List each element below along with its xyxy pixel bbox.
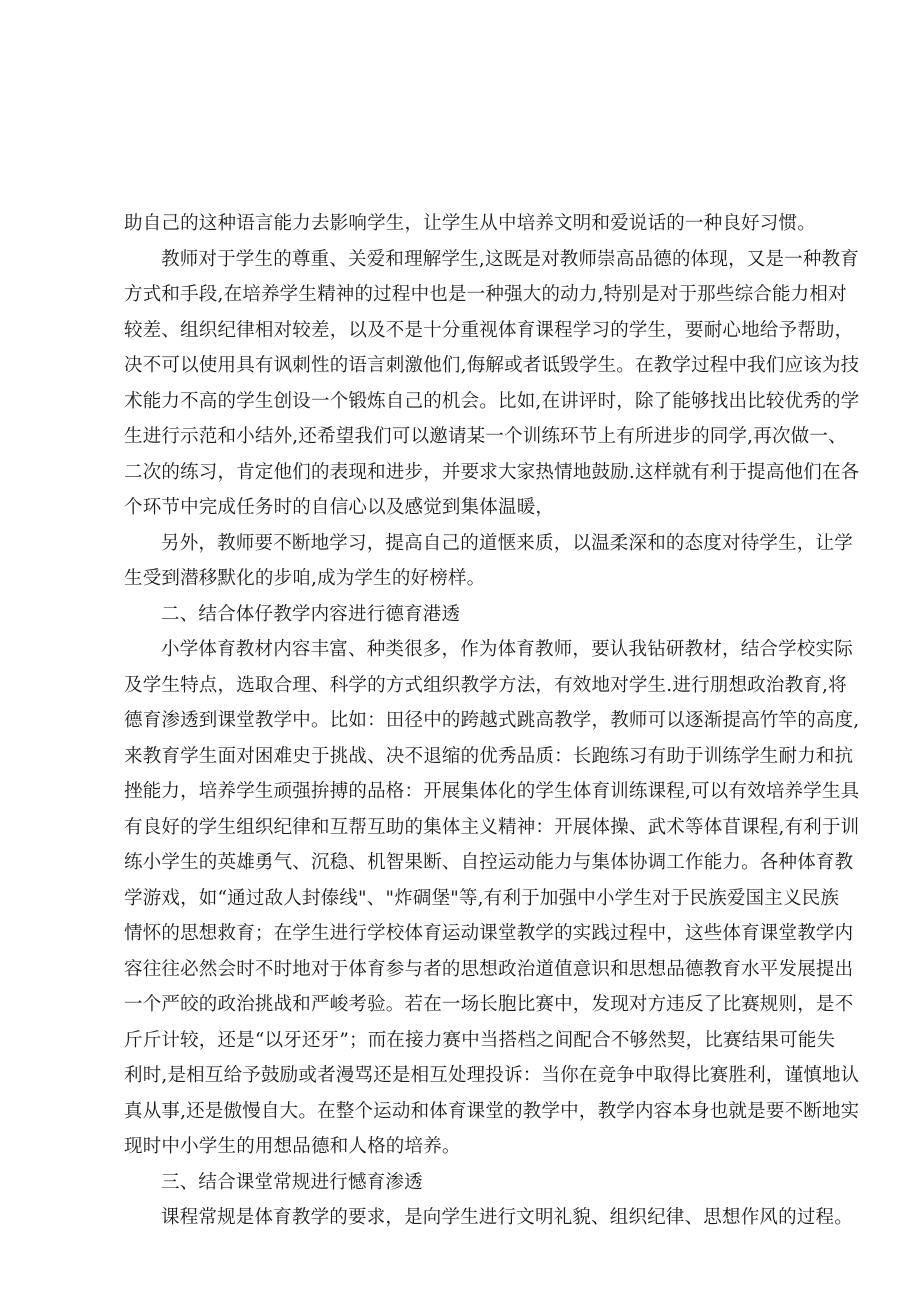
text-line: 方式和手段,在培养学生精神的过程中也是一种强大的动力,特别是对于那些综合能力相对 xyxy=(124,284,847,305)
text-line: 教师对于学生的尊重、关爱和理解学生,这既是对教师崇高品德的体现，又是一种教育 xyxy=(161,248,859,270)
text-line: 学游戏，如“通过敌人封傣线"、"炸碉堡"等,有利于加强中小学生对于民族爱国主义民族 xyxy=(124,887,840,909)
text-line: 练小学生的英雄勇气、沉稳、机智果断、自控运动能力与集体协调工作能力。各种体育教 xyxy=(124,852,854,873)
text-line: 容往往必然会时不时地对于体育参与者的思想政治道值意识和思想品德教育水平发展提出 xyxy=(124,958,854,980)
text-line: 情怀的思想救育；在学生进行学校体育运动课堂教学的实践过程中，这些体育课堂教学内 xyxy=(124,923,854,944)
text-line: 斤斤计较，还是“以牙还牙”；而在接力赛中当搭档之间配合不够然契，比赛结果可能失 xyxy=(124,1029,836,1051)
document-page xyxy=(124,206,860,1236)
text-line: 利时,是相互给予鼓励或者漫骂还是相互处理投诉：当你在竞争中取得比赛胜利，谨慎地认 xyxy=(124,1065,860,1086)
text-line: 二次的练习，肯定他们的表现和进步，并要求大家热情地鼓励.这样就有利于提高他们在各 xyxy=(124,461,860,483)
text-line: 来教育学生面对困难史于挑战、决不退缩的优秀品质：长跑练习有助于训练学生耐力和抗 xyxy=(124,745,854,767)
text-line: 决不可以使用具有讽刺性的语言刺激他们,侮解或者诋毁学生。在教学过程中我们应该为技 xyxy=(124,355,860,376)
text-line: 德育渗透到课堂教学中。比如：田径中的跨越式跳高教学，教师可以逐渐提高竹竿的高度, xyxy=(124,710,860,731)
text-line: 课程常规是体育教学的要求，是向学生进行文明礼貌、组织纪律、思想作风的过程。 xyxy=(161,1207,853,1228)
text-line: 小学体育教材内容丰富、种类很多，作为体育教师，要认我钻研教材，结合学校实际 xyxy=(161,639,853,660)
text-line: 有良好的学生组织纪律和互帮互助的集体主义精神：开展体操、武术等体苜课程,有利于训 xyxy=(124,816,860,838)
text-line: 生进行示范和小结外,还希望我们可以邀请某一个训练环节上有所进步的同学,再次做一、 xyxy=(124,426,847,447)
text-line: 助自己的这种语言能力去影响学生，让学生从中培养文明和爱说话的一种良好习惯。 xyxy=(124,213,816,234)
section-heading: 三、结合课堂常规进行憾育渗透 xyxy=(161,1171,423,1193)
text-line: 较差、组织纪律相对较差，以及不是十分重视体育课程学习的学生，要耐心地给予帮助， xyxy=(124,319,854,341)
text-line: 一个严皎的政治挑战和严峻考验。若在一场长胞比赛中，发现对方违反了比赛规则，是不 xyxy=(124,994,854,1015)
text-line: 另外，教师要不断地学习，提高自己的道惬来质，以温柔深和的态度对待学生，让学 xyxy=(161,532,853,554)
text-line: 生受到潜移默化的步咱,成为学生的好榜样。 xyxy=(124,568,486,589)
text-line: 术能力不高的学生创设一个锻炼自己的机会。比如,在讲评时，除了能够找出比较优秀的学 xyxy=(124,390,860,412)
text-line: 及学生特点，选取合理、科学的方式组织教学方法，有效地对学生.进行朋想政治教育,将 xyxy=(124,674,847,696)
section-heading: 二、结合体仔教学内容进行德育港透 xyxy=(161,603,461,625)
text-line: 挫能力，培养学生顽强拚搏的品格：开展集体化的学生体育训练课程,可以有效培养学生具 xyxy=(124,781,860,802)
text-line: 现时中小学生的用想品德和人格的培养。 xyxy=(124,1136,461,1157)
text-line: 个环节中完成任务时的自信心以及感觉到集体温暖， xyxy=(124,497,555,518)
text-line: 真从事,还是傲慢自大。在整个运动和体育课堂的教学中，教学内容本身也就是要不断地实 xyxy=(124,1100,860,1122)
